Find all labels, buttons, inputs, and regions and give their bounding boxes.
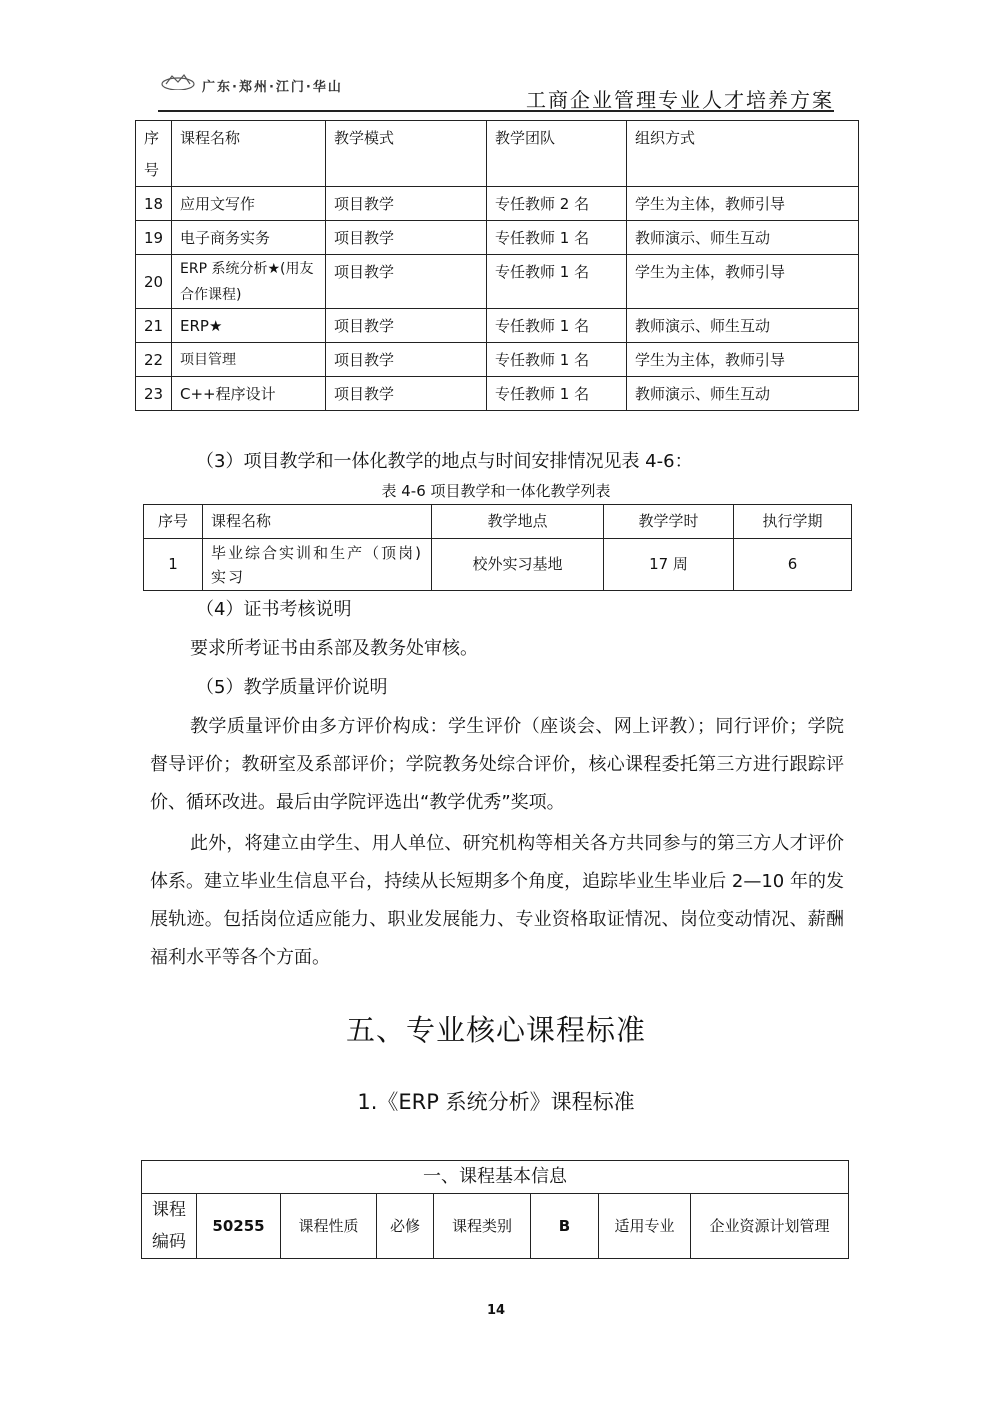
cell: 项目教学 — [326, 309, 487, 343]
paragraph-5-body-1: 教学质量评价由多方评价构成：学生评价（座谈会、网上评教）；同行评价；学院督导评价；教研室及系部评价；学院教务处综合评价，核心课程委托第三方进行跟踪评价、循环改进。最后由学院评选出“教学优秀”奖项。 — [150, 716, 844, 813]
cell: 23 — [136, 377, 172, 411]
table-row — [144, 539, 852, 591]
location-table — [143, 504, 852, 591]
cell: 企业资源计划管理 — [691, 1194, 849, 1259]
table-row — [136, 221, 859, 255]
header-cell: 课程名称 — [203, 505, 432, 539]
cell: 学生为主体，教师引导 — [627, 255, 859, 309]
header-cell: 教学学时 — [604, 505, 734, 539]
cell: 专任教师 1 名 — [487, 221, 627, 255]
cell: 课程编码 — [142, 1194, 197, 1259]
cell: 电子商务实务 — [172, 221, 326, 255]
table-row — [136, 343, 859, 377]
table-row — [136, 377, 859, 411]
cell: ERP 系统分析★(用友合作课程) — [172, 255, 326, 309]
section-title: 五、专业核心课程标准 — [345, 1013, 646, 1047]
cell: 教师演示、师生互动 — [627, 309, 859, 343]
cell: 项目管理 — [172, 343, 326, 377]
table-header-row — [144, 505, 852, 539]
cell: 毕业综合实训和生产（顶岗)实习 — [203, 539, 432, 591]
cell: 专任教师 1 名 — [487, 255, 627, 309]
cell: 适用专业 — [599, 1194, 691, 1259]
table-row — [136, 309, 859, 343]
table-row — [136, 187, 859, 221]
cell: 专任教师 2 名 — [487, 187, 627, 221]
cell: 50255 — [197, 1194, 281, 1259]
course-info-table — [141, 1160, 849, 1259]
header-cell: 教学地点 — [432, 505, 604, 539]
cell: 项目教学 — [326, 255, 487, 309]
cell: 18 — [136, 187, 172, 221]
cell: 1 — [144, 539, 203, 591]
table-title-row — [142, 1161, 849, 1194]
cell: 20 — [136, 255, 172, 309]
cell: 22 — [136, 343, 172, 377]
cell: 19 — [136, 221, 172, 255]
paragraph-5-heading: （5）教学质量评价说明 — [196, 677, 388, 698]
cell: 17 周 — [604, 539, 734, 591]
table-row — [142, 1194, 849, 1259]
cell: C++程序设计 — [172, 377, 326, 411]
school-name: 广东·郑州·江门·华山 — [202, 80, 343, 95]
paragraph-5-body-2: 此外，将建立由学生、用人单位、研究机构等相关各方共同参与的第三方人才评价体系。建立毕业生信息平台，持续从长短期多个角度，追踪毕业生毕业后 2—10 年的发展轨迹。包括岗位适应能力、职业发展能力、专业资格取证情况、岗位变动情况、薪酬福利水平等各个方面。 — [150, 833, 844, 968]
cell: 专任教师 1 名 — [487, 309, 627, 343]
cell: 教师演示、师生互动 — [627, 377, 859, 411]
cell: 校外实习基地 — [432, 539, 604, 591]
school-logo-icon — [160, 72, 196, 90]
cell: 课程类别 — [434, 1194, 531, 1259]
cell: 学生为主体，教师引导 — [627, 343, 859, 377]
cell: 专任教师 1 名 — [487, 377, 627, 411]
cell: 项目教学 — [326, 377, 487, 411]
header-cell: 课程名称 — [172, 121, 326, 187]
header-cell: 教学模式 — [326, 121, 487, 187]
subsection-title: 1.《ERP 系统分析》课程标准 — [357, 1090, 635, 1114]
cell: 专任教师 1 名 — [487, 343, 627, 377]
header-title: 工商企业管理专业人才培养方案 — [526, 88, 834, 112]
cell: 项目教学 — [326, 221, 487, 255]
course-table — [135, 120, 859, 411]
cell: 21 — [136, 309, 172, 343]
paragraph-3: （3）项目教学和一体化教学的地点与时间安排情况见表 4-6： — [196, 451, 693, 472]
cell: 必修 — [377, 1194, 434, 1259]
cell: 课程性质 — [281, 1194, 377, 1259]
header-cell: 组织方式 — [627, 121, 859, 187]
cell: 应用文写作 — [172, 187, 326, 221]
header-cell: 序号 — [144, 505, 203, 539]
cell: 项目教学 — [326, 187, 487, 221]
header-cell: 教学团队 — [487, 121, 627, 187]
table-header-row — [136, 121, 859, 187]
cell: 教师演示、师生互动 — [627, 221, 859, 255]
cell: 项目教学 — [326, 343, 487, 377]
header-cell: 执行学期 — [734, 505, 852, 539]
cell: 6 — [734, 539, 852, 591]
table-row — [136, 255, 859, 309]
paragraph-4-body: 要求所考证书由系部及教务处审核。 — [190, 638, 478, 659]
table-title: 一、课程基本信息 — [142, 1161, 849, 1194]
cell: ERP★ — [172, 309, 326, 343]
header-cell: 序号 — [136, 121, 172, 187]
paragraph-4-heading: （4）证书考核说明 — [196, 599, 352, 620]
cell: 学生为主体，教师引导 — [627, 187, 859, 221]
cell: B — [531, 1194, 599, 1259]
table-caption: 表 4-6 项目教学和一体化教学列表 — [381, 482, 611, 500]
page-header — [158, 70, 834, 112]
page-number: 14 — [486, 1303, 506, 1318]
